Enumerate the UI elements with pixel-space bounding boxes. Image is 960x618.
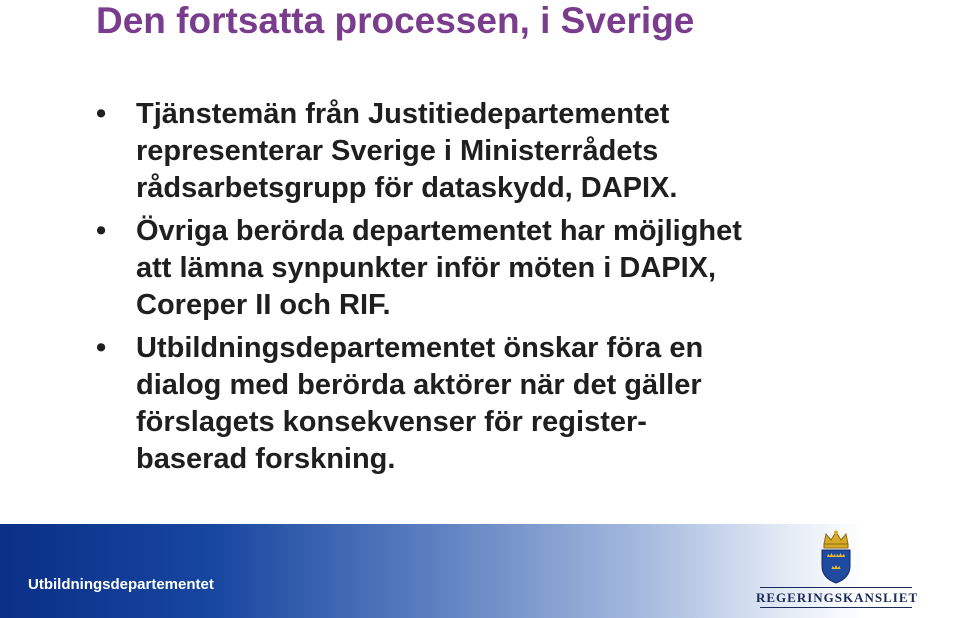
bullet-line: förslagets konsekvenser för register- [136,406,647,438]
bullet-item [96,96,866,207]
bullet-line: baserad forskning. [136,443,396,475]
bullet-line: Utbildningsdepartementet önskar föra en [136,332,704,364]
bullet-line: rådsarbetsgrupp för dataskydd, DAPIX. [136,172,678,204]
bullet-line: Coreper II och RIF. [136,289,391,321]
bullet-line: dialog med berörda aktörer när det gäller [136,369,702,401]
regeringskansliet-logo [756,530,919,612]
footer-department: Utbildningsdepartementet [28,576,214,593]
bullet-item [96,330,866,478]
logo-text: REGERINGSKANSLIET [756,590,919,605]
slide-title: Den fortsatta processen, i Sverige [96,0,695,41]
bullet-dot-icon: • [96,332,107,364]
bullet-line: representerar Sverige i Ministerrådets [136,135,659,167]
bullet-list [96,96,866,478]
logo-rule-bottom [760,607,912,608]
bullet-dot-icon: • [96,98,107,130]
bullet-item [96,213,866,324]
bullet-line: att lämna synpunkter inför möten i DAPIX, [136,252,717,284]
footer-bar [0,524,960,618]
bullet-line: Övriga berörda departementet har möjlighet [136,215,742,247]
bullet-dot-icon: • [96,215,107,247]
logo-rule-top [760,587,912,588]
bullet-line: Tjänstemän från Justitiedepartementet [136,98,670,130]
crown-shield-icon [814,530,858,584]
